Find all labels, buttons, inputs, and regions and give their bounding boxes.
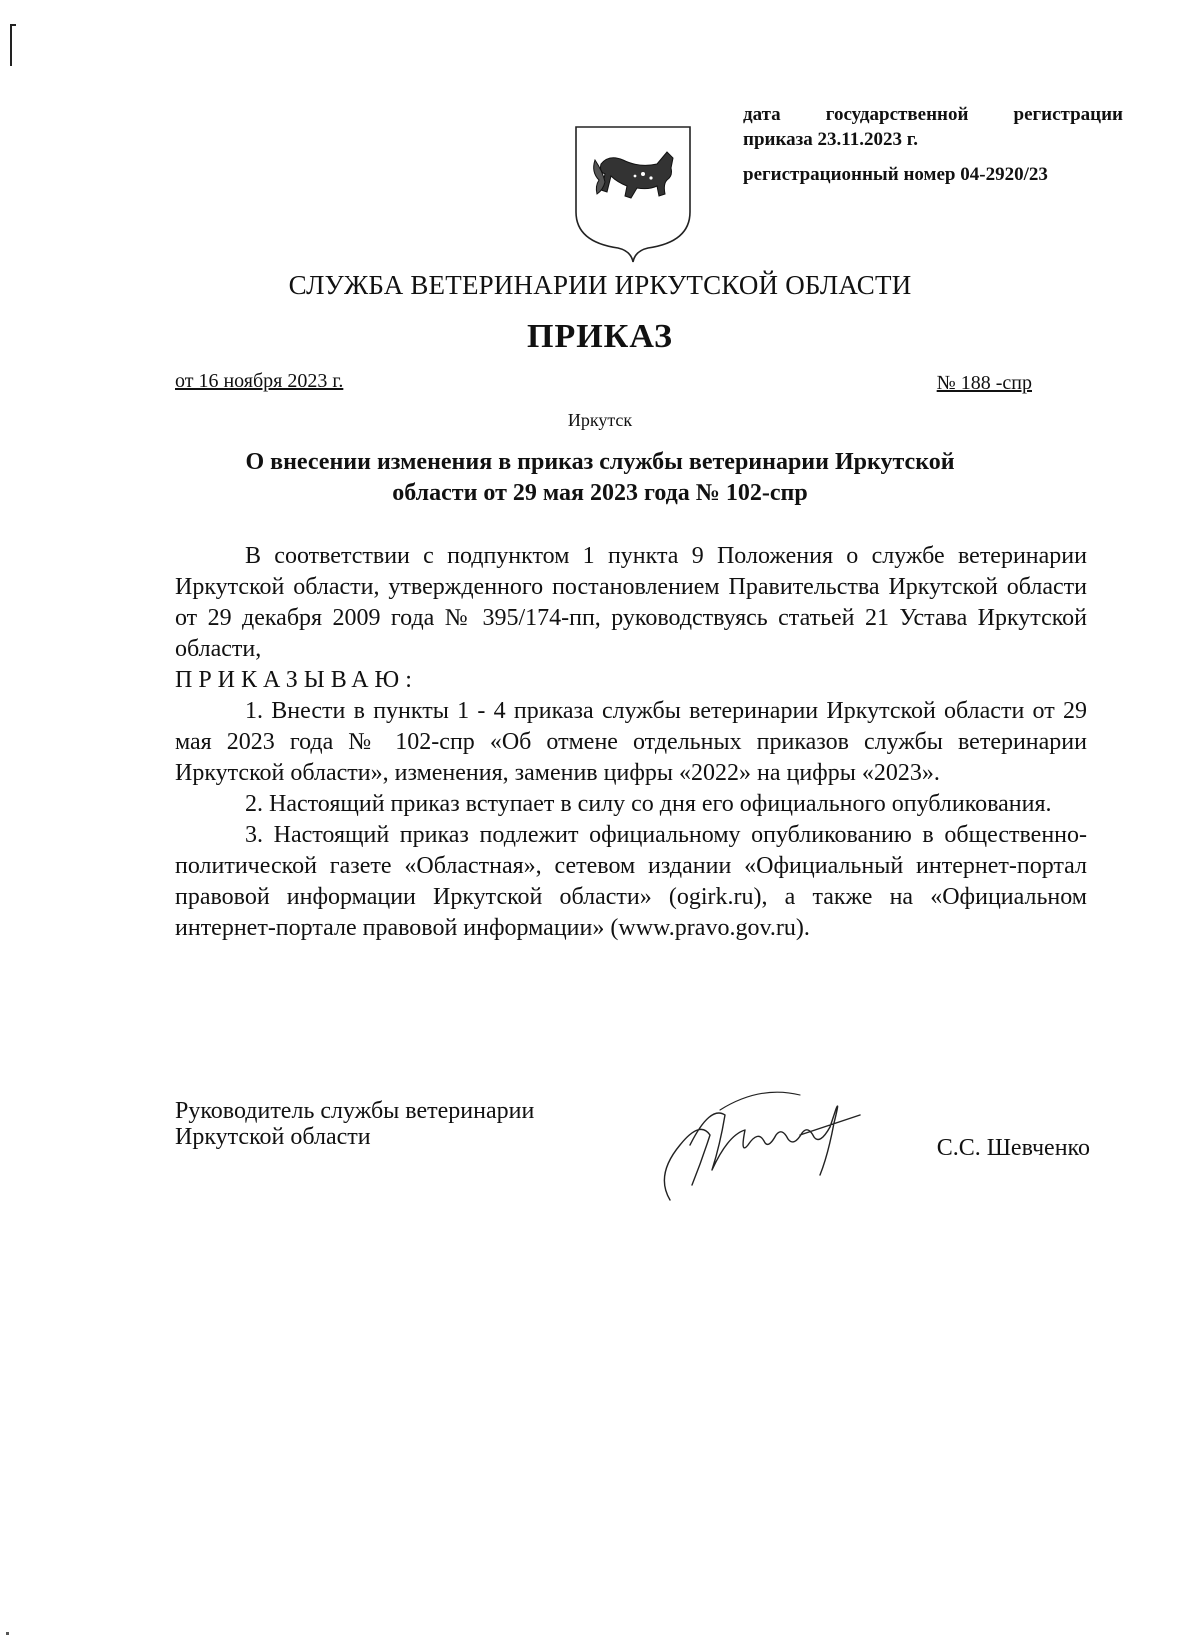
coat-of-arms-icon bbox=[573, 124, 693, 264]
signatory-position bbox=[175, 1098, 534, 1150]
scan-corner-mark bbox=[6, 1632, 9, 1635]
handwritten-signature-icon bbox=[650, 1075, 890, 1215]
title-line-2: области от 29 мая 2023 года № 102-спр bbox=[392, 480, 808, 506]
document-body bbox=[175, 541, 1087, 944]
document-type: ПРИКАЗ bbox=[527, 318, 673, 355]
order-item-2: 2. Настоящий приказ вступает в силу со дня его официального опубликования. bbox=[245, 791, 1052, 817]
signatory-name: С.С. Шевченко bbox=[936, 1135, 1090, 1161]
title-line-1: О внесении изменения в приказ службы ветеринарии Иркутской bbox=[245, 449, 955, 475]
order-item-1: 1. Внести в пункты 1 - 4 приказа службы ветеринарии Иркутской области от 29 мая 2023 года № 102-спр «Об отмене отдельных приказов службы ветеринарии Иркутской области», изменения, заменив цифры «2022» на цифры «2023». bbox=[175, 698, 1087, 786]
registration-stamp bbox=[743, 102, 1123, 187]
scan-edge-mark-top bbox=[10, 24, 16, 26]
preamble-paragraph: В соответствии с подпунктом 1 пункта 9 Положения о службе ветеринарии Иркутской области, утвержденного постановлением Правительства Иркутской области от 29 декабря 2009 года № 395/174-пп, руководствуясь статьей 21 Устава Иркутской области, bbox=[175, 543, 1087, 662]
order-item-3: 3. Настоящий приказ подлежит официальному опубликованию в общественно-политической газете «Областная», сетевом издании «Официальный интернет-портал правовой информации Иркутской области» (ogirk.ru), а также на «Официальном интернет-портале правовой информации» (www.pravo.gov.ru). bbox=[175, 822, 1087, 941]
order-word: ПРИКАЗЫВАЮ: bbox=[175, 667, 418, 693]
registration-line-2: приказа 23.11.2023 г. bbox=[743, 129, 918, 150]
signatory-position-line-1: Руководитель службы ветеринарии bbox=[175, 1098, 535, 1124]
registration-line-3: регистрационный номер 04-2920/23 bbox=[743, 164, 1048, 185]
signatory-position-line-2: Иркутской области bbox=[175, 1124, 371, 1150]
document-title bbox=[150, 447, 1050, 509]
city: Иркутск bbox=[567, 410, 633, 430]
order-number: № 188 -спр bbox=[936, 372, 1032, 394]
registration-line-1: дата государственной регистрации bbox=[743, 104, 1123, 125]
scan-edge-mark bbox=[10, 24, 12, 66]
order-date: от 16 ноября 2023 г. bbox=[175, 370, 344, 392]
agency-name: СЛУЖБА ВЕТЕРИНАРИИ ИРКУТСКОЙ ОБЛАСТИ bbox=[288, 270, 912, 300]
